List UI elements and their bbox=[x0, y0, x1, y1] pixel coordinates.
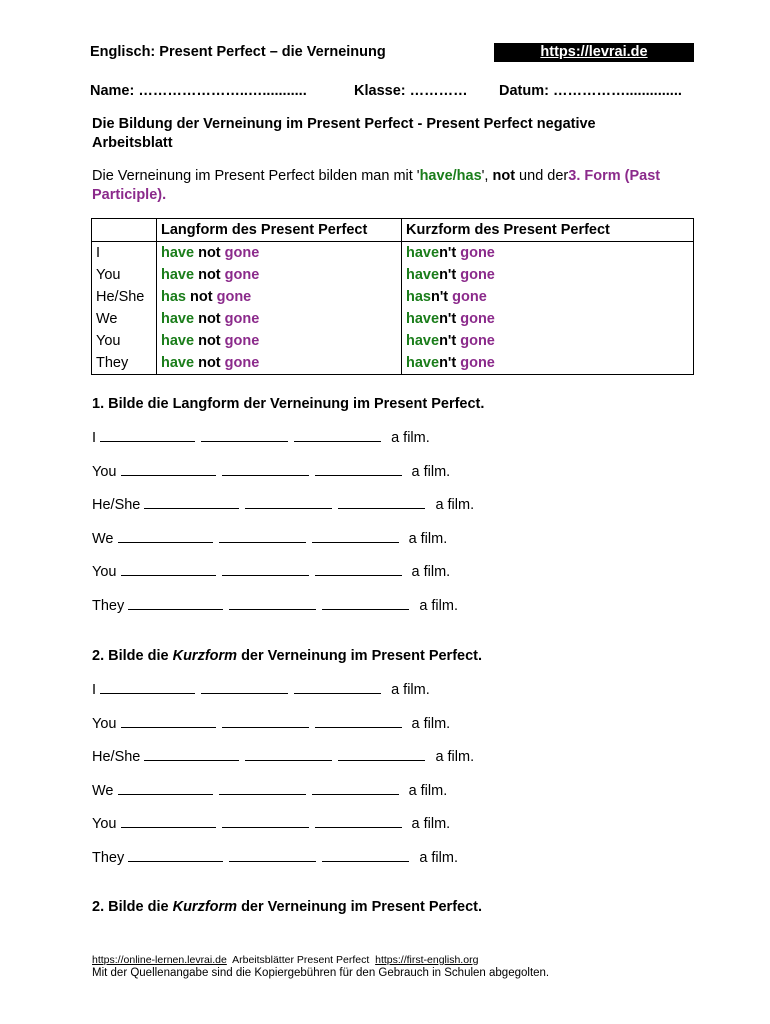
answer-blank-1[interactable] bbox=[128, 849, 223, 862]
short-neg: n't bbox=[439, 311, 457, 327]
intro-not: not bbox=[492, 168, 516, 184]
exercise-row bbox=[92, 748, 474, 765]
long-aux: have bbox=[161, 311, 195, 327]
exercise2-title-end: der Verneinung im Present Perfect. bbox=[237, 648, 483, 664]
intro-paragraph bbox=[92, 167, 692, 205]
answer-blank-2[interactable] bbox=[245, 748, 332, 761]
datum-field-label: Datum: …………….............. bbox=[499, 83, 682, 99]
answer-blank-3[interactable] bbox=[315, 715, 402, 728]
exercise-ending: a film. bbox=[411, 463, 451, 480]
exercise-ending: a film. bbox=[411, 816, 451, 833]
table-long-form bbox=[157, 286, 401, 308]
footer-links bbox=[92, 954, 478, 966]
exercise-pronoun: I bbox=[92, 430, 97, 446]
answer-blank-3[interactable] bbox=[315, 463, 402, 476]
long-verb: gone bbox=[224, 245, 260, 261]
long-form-column bbox=[157, 242, 402, 375]
long-aux: have bbox=[161, 355, 195, 371]
exercise-row bbox=[92, 496, 474, 513]
long-verb: gone bbox=[224, 333, 260, 349]
answer-blank-1[interactable] bbox=[100, 429, 195, 442]
answer-blank-3[interactable] bbox=[338, 496, 425, 509]
answer-blank-3[interactable] bbox=[294, 429, 381, 442]
answer-blank-3[interactable] bbox=[315, 563, 402, 576]
footer-link-first-english[interactable]: https://first-english.org bbox=[375, 954, 479, 966]
footer-note: Mit der Quellenangabe sind die Kopiergebühren für den Gebrauch in Schulen abgegolten. bbox=[92, 967, 550, 979]
intro-text-und: und der bbox=[515, 168, 569, 184]
short-verb: gone bbox=[460, 245, 495, 261]
long-neg: not bbox=[198, 355, 221, 371]
table-short-form bbox=[402, 352, 693, 374]
exercise-row bbox=[92, 681, 430, 698]
exercise-ending: a film. bbox=[408, 530, 448, 547]
exercise-ending: a film. bbox=[435, 497, 475, 514]
answer-blank-1[interactable] bbox=[128, 597, 223, 610]
footer-middle-text: Arbeitsblätter Present Perfect bbox=[232, 954, 370, 966]
intro-have-has: have/has bbox=[419, 168, 482, 184]
short-aux: have bbox=[406, 245, 440, 261]
table-header-short: Kurzform des Present Perfect bbox=[402, 219, 694, 242]
exercise-pronoun: You bbox=[92, 564, 117, 581]
exercise-pronoun: They bbox=[92, 850, 125, 866]
short-neg: n't bbox=[439, 245, 457, 261]
pronoun-column bbox=[92, 242, 157, 375]
exercise-row bbox=[92, 530, 447, 547]
answer-blank-1[interactable] bbox=[118, 530, 213, 543]
answer-blank-2[interactable] bbox=[222, 815, 309, 828]
intro-text-mid: ', bbox=[481, 168, 493, 184]
table-short-form bbox=[402, 242, 693, 264]
short-neg: n't bbox=[439, 333, 457, 349]
answer-blank-1[interactable] bbox=[121, 563, 216, 576]
exercise-pronoun: You bbox=[92, 715, 117, 732]
short-verb: gone bbox=[460, 355, 495, 371]
long-aux: have bbox=[161, 267, 195, 283]
table-short-form bbox=[402, 308, 693, 330]
intro-form: 3. Form (Past Participle). bbox=[92, 168, 661, 203]
answer-blank-2[interactable] bbox=[201, 681, 288, 694]
table-pronoun: You bbox=[96, 333, 121, 349]
answer-blank-2[interactable] bbox=[229, 597, 316, 610]
section-heading: Die Bildung der Verneinung im Present Perfect - Present Perfect negative Arbeitsblatt bbox=[92, 116, 596, 151]
exercise2-title bbox=[92, 648, 482, 664]
exercise-pronoun: We bbox=[92, 530, 114, 547]
table-long-form bbox=[157, 242, 401, 264]
answer-blank-1[interactable] bbox=[121, 463, 216, 476]
site-url-link[interactable]: https://levrai.de bbox=[494, 43, 694, 62]
exercise-row bbox=[92, 597, 458, 614]
exercise-pronoun: He/She bbox=[92, 749, 141, 766]
table-short-form bbox=[402, 264, 693, 286]
exercise-ending: a film. bbox=[391, 430, 430, 446]
name-field-label: Name: …………………..…........... bbox=[90, 83, 307, 99]
answer-blank-2[interactable] bbox=[219, 530, 306, 543]
table-header-row bbox=[92, 219, 694, 242]
long-neg: not bbox=[198, 333, 221, 349]
table-pronoun: I bbox=[96, 245, 101, 261]
exercise2-title-italic: Kurzform bbox=[172, 648, 238, 664]
table-pronoun: He/She bbox=[96, 289, 145, 305]
exercise-row bbox=[92, 815, 450, 832]
answer-blank-1[interactable] bbox=[144, 748, 239, 761]
exercise-row bbox=[92, 782, 447, 799]
answer-blank-3[interactable] bbox=[312, 782, 399, 795]
exercise-row bbox=[92, 563, 450, 580]
answer-blank-2[interactable] bbox=[222, 715, 309, 728]
long-neg: not bbox=[198, 245, 221, 261]
exercise-ending: a film. bbox=[391, 682, 430, 698]
answer-blank-2[interactable] bbox=[222, 463, 309, 476]
answer-blank-2[interactable] bbox=[229, 849, 316, 862]
short-neg: n't bbox=[439, 355, 457, 371]
answer-blank-1[interactable] bbox=[144, 496, 239, 509]
table-header-empty bbox=[92, 219, 157, 242]
table-long-form bbox=[157, 352, 401, 374]
exercise1-title: 1. Bilde die Langform der Verneinung im Present Perfect. bbox=[92, 396, 485, 412]
answer-blank-1[interactable] bbox=[121, 715, 216, 728]
short-verb: gone bbox=[460, 267, 495, 283]
answer-blank-1[interactable] bbox=[100, 681, 195, 694]
exercise-ending: a film. bbox=[419, 850, 458, 866]
table-pronoun: They bbox=[96, 355, 129, 371]
klasse-field-label: Klasse: ………… bbox=[354, 83, 468, 99]
short-verb: gone bbox=[460, 333, 495, 349]
answer-blank-3[interactable] bbox=[338, 748, 425, 761]
intro-text: Die Verneinung im Present Perfect bilden man mit ' bbox=[92, 168, 420, 184]
short-aux: have bbox=[406, 333, 440, 349]
short-aux: have bbox=[406, 311, 440, 327]
table-header-long: Langform des Present Perfect bbox=[157, 219, 402, 242]
exercise3-title-italic: Kurzform bbox=[172, 899, 238, 915]
table-short-form bbox=[402, 330, 693, 352]
long-neg: not bbox=[198, 267, 221, 283]
answer-blank-3[interactable] bbox=[322, 597, 409, 610]
exercise3-title-end: der Verneinung im Present Perfect. bbox=[237, 899, 483, 915]
exercise-pronoun: I bbox=[92, 682, 97, 698]
exercise2-title-start: 2. Bilde die bbox=[92, 648, 173, 664]
answer-blank-3[interactable] bbox=[312, 530, 399, 543]
answer-blank-2[interactable] bbox=[219, 782, 306, 795]
exercise-ending: a film. bbox=[411, 564, 451, 581]
long-neg: not bbox=[198, 311, 221, 327]
short-verb: gone bbox=[452, 289, 487, 305]
answer-blank-3[interactable] bbox=[294, 681, 381, 694]
answer-blank-2[interactable] bbox=[201, 429, 288, 442]
table-short-form bbox=[402, 286, 693, 308]
exercise-pronoun: You bbox=[92, 816, 117, 833]
short-aux: have bbox=[406, 267, 440, 283]
short-aux: has bbox=[406, 289, 431, 305]
table-pronoun: You bbox=[96, 267, 121, 283]
exercise-ending: a film. bbox=[411, 715, 451, 732]
answer-blank-1[interactable] bbox=[118, 782, 213, 795]
exercise-pronoun: He/She bbox=[92, 497, 141, 514]
short-verb: gone bbox=[460, 311, 495, 327]
long-verb: gone bbox=[224, 267, 260, 283]
short-neg: n't bbox=[439, 267, 457, 283]
conjugation-table bbox=[91, 218, 694, 375]
answer-blank-1[interactable] bbox=[121, 815, 216, 828]
exercise-ending: a film. bbox=[419, 598, 458, 614]
long-verb: gone bbox=[224, 355, 260, 371]
answer-blank-2[interactable] bbox=[245, 496, 332, 509]
exercise-pronoun: You bbox=[92, 463, 117, 480]
long-aux: has bbox=[161, 289, 186, 305]
answer-blank-3[interactable] bbox=[315, 815, 402, 828]
long-aux: have bbox=[161, 333, 195, 349]
long-aux: have bbox=[161, 245, 195, 261]
exercise-pronoun: They bbox=[92, 598, 125, 614]
short-form-column bbox=[402, 242, 694, 375]
table-long-form bbox=[157, 264, 401, 286]
exercise-pronoun: We bbox=[92, 782, 114, 799]
exercise3-title-start: 2. Bilde die bbox=[92, 899, 173, 915]
exercise-ending: a film. bbox=[435, 749, 475, 766]
exercise3-title bbox=[92, 899, 482, 915]
long-verb: gone bbox=[216, 289, 252, 305]
exercise-row bbox=[92, 849, 458, 866]
table-pronoun: We bbox=[96, 311, 118, 327]
answer-blank-2[interactable] bbox=[222, 563, 309, 576]
exercise-row bbox=[92, 429, 430, 446]
table-long-form bbox=[157, 330, 401, 352]
footer-link-online[interactable]: https://online-lernen.levrai.de bbox=[92, 954, 227, 966]
long-neg: not bbox=[190, 289, 213, 305]
exercise-row bbox=[92, 715, 450, 732]
answer-blank-3[interactable] bbox=[322, 849, 409, 862]
exercise-row bbox=[92, 463, 450, 480]
long-verb: gone bbox=[224, 311, 260, 327]
table-body-row bbox=[92, 242, 694, 375]
short-aux: have bbox=[406, 355, 440, 371]
short-neg: n't bbox=[431, 289, 449, 305]
table-long-form bbox=[157, 308, 401, 330]
worksheet-title: Englisch: Present Perfect – die Verneinung bbox=[90, 44, 386, 60]
exercise-ending: a film. bbox=[408, 782, 448, 799]
